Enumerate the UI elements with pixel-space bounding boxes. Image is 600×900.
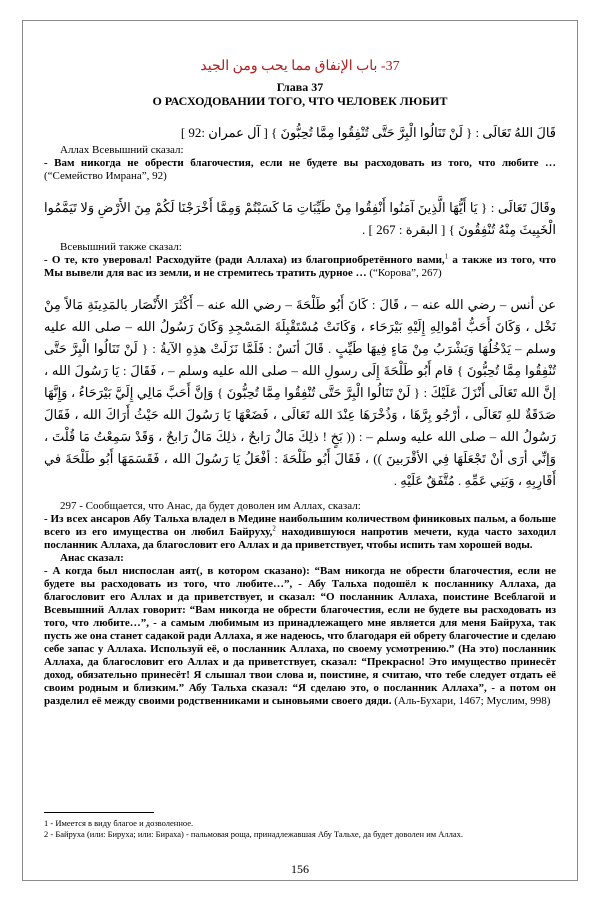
footnote-1: 1 - Имеется в виду благое и дозволенное. <box>44 818 194 828</box>
hadith-part-2 <box>44 565 556 708</box>
verse-1-intro: Аллах Всевышний сказал: <box>60 144 184 156</box>
verse-2-text-b: а также из того, что Мы вывели для вас из земли, и не стремитесь тратить дурное … <box>44 254 556 279</box>
chapter-arabic-title: 37- باب الإنفاق مما يحب ومن الجيد <box>200 59 400 74</box>
footnote-2: 2 - Байруха (или: Бируха; или: Бираха) - пальмовая роща, принадлежавшая Абу Тальхе, да будет доволен им Аллах. <box>44 829 464 839</box>
verse-1-text: - Вам никогда не обрести благочестия, если не будете вы расходовать из того, что любите … <box>44 157 556 169</box>
hadith-part-2-text: - А когда был ниспослан аят(, в котором сказано): “Вам никогда не обрести благочестия, если не будете вы расходовать из того, что любите…”, - Абу Тальха подошёл к посланнику Аллаха, да благословит его Аллах и да приветствует, и сказал: “О посланник Аллаха, поистине Всеблагой и Всевышний Аллах говорит: “Вам никогда не обрести благочестия, если не будете вы расходовать из того, что любите…”, - а самым любимым из принадлежащего мне является для меня Байруха, так пусть же она станет садакой ради Аллаха, я же надеюсь, что благодаря ей обрету благочестие и сделаю себе запас у Аллаха. Используй её, о посланник Аллаха, по своему усмотрению.” (На это) посланник Аллаха, да благословит его Аллах и да приветствует, сказал: “Прекрасно! Это имущество принесёт доход, обязательно принесёт! Я слышал твои слова и, поистине, я считаю, что тебе следует отдать её своим родным и близким.” Абу Тальха сказал: “Я сделаю это, о посланник Аллаха”, - а потом он разделил её между своими родственниками и сыновьями своего дяди. <box>44 565 556 707</box>
hadith-arabic: عن أنس – رضي الله عنه – ، قَالَ : كَانَ أَبُو طَلْحَةَ – رضي الله عنه – أَكْثَرَ الأَنْصَار بالمَدِينَةِ مَالاً مِنْ نَخْل ، وَكَانَ أَحَبُّ أمْوالِهِ إِلَيْهِ بَيْرَحَاء ، وَكَانَتْ مُسْتَقْبِلَةَ المَسْجِدِ وَكَانَ رَسُولُ الله – صلى الله عليه وسلم – يَدْخُلُهَا وَيَشْرَبُ مِنْ مَاءٍ فِيهَا طَيِّبٍ . قَالَ أنَسٌ : فَلَمَّا نَزَلَتْ هذِهِ الآيةُ : { لَنْ تَنَالُوا الْبِرَّ حَتَّى تُنْفِقُوا مِمَّا تُحِبُّونَ } قام أَبُو طَلْحَةَ إِلَى رسولِ الله – صلى الله عليه وسلم – ، فَقَالَ : يَا رَسُولَ الله ، إنَّ الله تَعَالَى أَنْزَلَ عَلَيْكَ : { لَنْ تَنَالُوا الْبِرَّ حَتَّى تُنْفِقُوا مِمَّا تُحِبُّونَ } وَإنَّ أَحَبَّ مَالِي إِلَيَّ بَيْرَحَاءُ ، وَإِنَّهَا صَدَقَةٌ للهِ تَعَالَى ، أرْجُو بِرَّهَا ، وَذُخْرَهَا عِنْدَ الله تَعَالَى ، فَضَعْهَا يَا رَسُولَ الله حَيْثُ أَرَاكَ الله ، فَقَالَ رَسُولُ الله – صلى الله عليه وسلم – : (( بَخٍ ! ذلِكَ مَالٌ رَابحٌ ، ذلِكَ مَالٌ رَابحٌ ، وَقَدْ سَمِعْتُ مَا قُلْتَ ، وَإنِّي أرَى أنْ تَجْعَلَهَا فِي الأقْرَبينَ )) ، فَقَالَ أَبُو طَلْحَةَ : أفْعَلُ يَا رَسُولَ الله ، فَقَسَمَهَا أَبُو طَلْحَةَ في أَقَارِبِهِ ، وَبَنِي عَمِّهِ . مُتَّفَقٌ عَلَيْهِ . <box>44 297 556 488</box>
hadith-source: (Аль-Бухари, 1467; Муслим, 998) <box>394 695 551 707</box>
chapter-number: Глава 37 <box>276 80 324 94</box>
hadith-intro: 297 - Сообщается, что Анас, да будет доволен им Аллах, сказал: <box>60 500 361 512</box>
arabic-verse-2: وقَالَ تَعَالَى : { يَا أَيُّهَا الَّذِينَ آمَنُوا أَنْفِقُوا مِنْ طَيِّبَاتِ مَا كَسَبْتُمْ وَمِمَّا أَخْرَجْنَا لَكُمْ مِنَ الأَرْضِ وَلا تَيَمَّمُوا الْخَبِيثَ مِنْهُ تُنْفِقُونَ } [ البقرة : 267 ] . <box>44 200 556 237</box>
hadith-part-1-text-a: - Из всех ансаров Абу Тальха владел в Медине наибольшим количеством финиковых пальм, а больше всего из его имущества он любил Байруху, <box>44 513 556 538</box>
page-number: 156 <box>291 862 309 876</box>
verse-2-translation <box>44 254 556 280</box>
footnote-divider <box>44 812 154 813</box>
page-content <box>44 34 556 708</box>
footnote-ref-1: 1 <box>444 252 449 261</box>
verse-1-translation <box>44 157 556 183</box>
verse-1-source: (“Семейство Имрана”, 92) <box>44 170 167 182</box>
hadith-part-1 <box>44 513 556 552</box>
hadith-anas-said: Анас сказал: <box>60 552 124 564</box>
hadith-part-1-text-b: находившуюся напротив мечети, куда часто заходил посланник Аллаха, да благословит его Аллах и да приветствует, чтобы испить там хорошей воды. <box>44 526 556 551</box>
verse-2-intro: Всевышний также сказал: <box>60 241 182 253</box>
arabic-verse-1: قَالَ اللهُ تَعَالَى : { لَنْ تَنَالُوا الْبِرَّ حَتَّى تُنْفِقُوا مِمَّا تُحِبُّونَ } [ آل عمران :92 ] <box>180 125 556 140</box>
verse-2-source: (“Корова”, 267) <box>369 267 442 279</box>
verse-2-text-a: - О те, кто уверовал! Расходуйте (ради Аллаха) из благоприобретённого вами, <box>44 254 445 266</box>
chapter-title: О РАСХОДОВАНИИ ТОГО, ЧТО ЧЕЛОВЕК ЛЮБИТ <box>152 94 448 108</box>
footnote-ref-2: 2 <box>272 524 276 533</box>
